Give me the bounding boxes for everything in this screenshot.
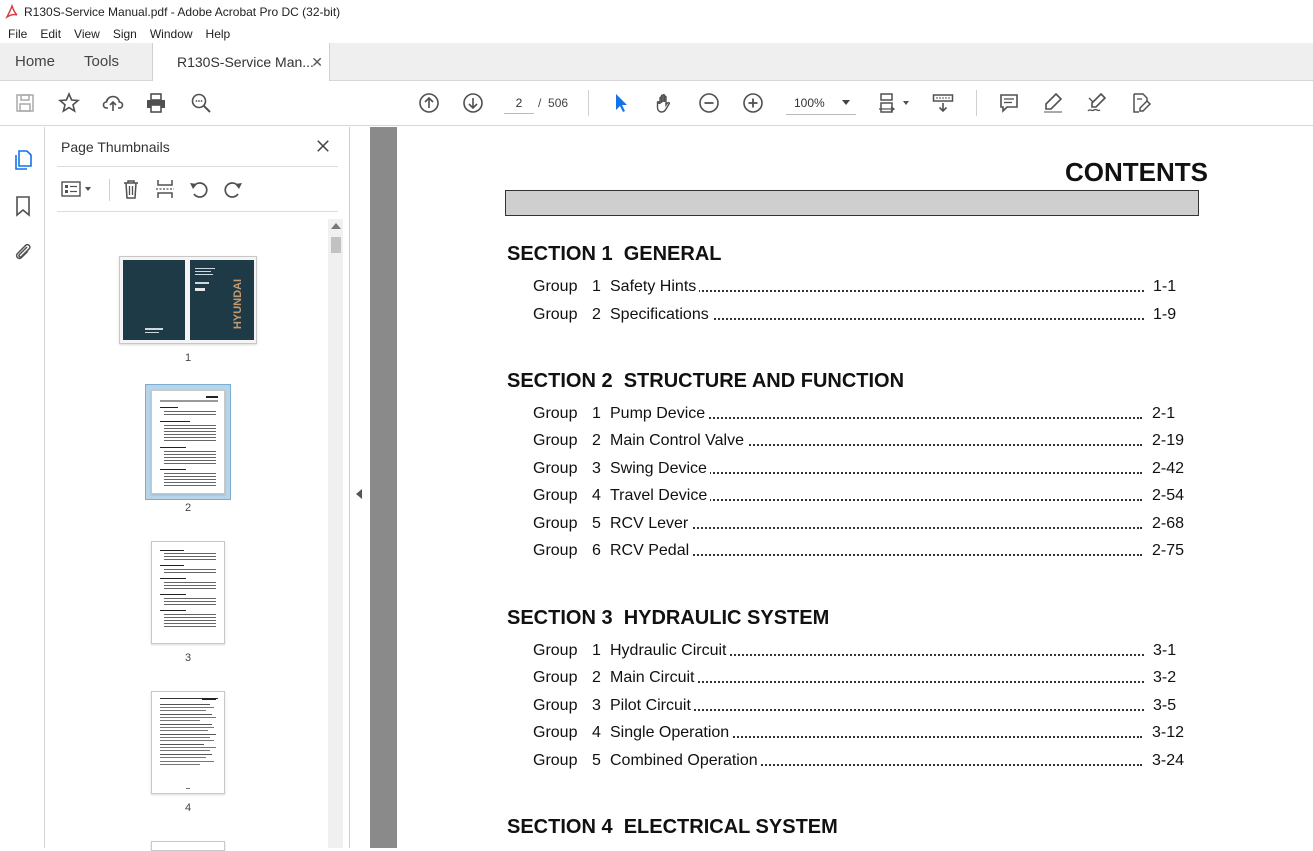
page-number-input[interactable] [504, 92, 534, 114]
title-bar [0, 0, 1313, 24]
acrobat-icon [4, 4, 20, 20]
thumbnail-label-3: 3 [184, 652, 192, 664]
highlight-icon[interactable] [1040, 90, 1066, 116]
menu-view[interactable]: View [74, 26, 100, 41]
toc-page: 2-54 [1149, 487, 1184, 505]
cover-back [123, 260, 185, 340]
toc-page: 3-24 [1149, 752, 1184, 770]
toc-row[interactable] [533, 487, 1193, 509]
toc-page: 3-2 [1150, 669, 1176, 687]
thumbnail-options-icon[interactable] [59, 177, 95, 201]
toc-title: Pump Device [610, 405, 708, 423]
section-1-heading: SECTION 1 GENERAL [507, 243, 722, 265]
toc-group-number: 5 [592, 752, 601, 769]
toc-group-label: Group [533, 697, 578, 714]
toc-group-number: 1 [592, 278, 601, 295]
toc-group-label: Group [533, 306, 578, 323]
zoom-value: 100% [794, 95, 825, 110]
toc-row[interactable] [533, 306, 1193, 328]
close-panel-icon[interactable] [313, 136, 333, 156]
cover-brand: HYUNDAI [232, 278, 244, 330]
upload-icon[interactable] [100, 90, 126, 116]
close-tab-icon[interactable]: ✕ [311, 54, 323, 70]
edit-pdf-icon[interactable] [1128, 90, 1154, 116]
toc-title: Safety Hints [610, 278, 699, 296]
toc-group-label: Group [533, 278, 578, 295]
heading-bar [505, 190, 1199, 216]
scrollbar-thumb[interactable] [331, 237, 341, 253]
toc-group-label: Group [533, 642, 578, 659]
toc-page: 1-1 [1150, 278, 1176, 296]
toc-group-label: Group [533, 432, 578, 449]
toc-title: Pilot Circuit [610, 697, 694, 715]
toc-group-label: Group [533, 542, 578, 559]
attachment-icon[interactable] [11, 240, 35, 264]
toc-group-label: Group [533, 405, 578, 422]
tab-home[interactable]: Home [15, 53, 56, 70]
toc-row[interactable] [533, 642, 1193, 664]
thumbnail-label-2: 2 [184, 502, 192, 514]
toc-title: RCV Pedal [610, 542, 692, 560]
toc-title: Main Control Valve [610, 432, 747, 450]
toc-group-label: Group [533, 669, 578, 686]
page-thumbnails-icon[interactable] [11, 148, 35, 172]
toc-title: Single Operation [610, 724, 732, 742]
toc-group-number: 1 [592, 405, 601, 422]
toc-group-label: Group [533, 460, 578, 477]
thumbnail-label-4: 4 [184, 802, 192, 814]
toc-title: Swing Device [610, 460, 710, 478]
toc-row[interactable] [533, 752, 1193, 774]
zoom-out-icon[interactable] [696, 90, 722, 116]
navigation-rail [0, 127, 45, 848]
tab-tools[interactable]: Tools [84, 53, 120, 70]
thumbnail-page-2[interactable] [151, 390, 225, 494]
page-count [538, 96, 568, 110]
menu-sign[interactable]: Sign [112, 26, 137, 41]
tab-document-label: R130S-Service Man... [177, 54, 314, 70]
main-toolbar [0, 81, 1313, 126]
toc-page: 2-1 [1149, 405, 1175, 423]
arrow-up-circle-icon[interactable] [416, 90, 442, 116]
total-pages: 506 [548, 96, 569, 110]
toc-row[interactable] [533, 515, 1193, 537]
toc-row[interactable] [533, 542, 1193, 564]
toc-title: Travel Device [610, 487, 710, 505]
pdf-page [397, 127, 1313, 848]
toc-page: 2-42 [1149, 460, 1184, 478]
toc-group-number: 4 [592, 487, 601, 504]
toc-group-label: Group [533, 515, 578, 532]
cover-front [190, 260, 254, 340]
hand-icon[interactable] [652, 90, 678, 116]
thumbnail-page-3[interactable] [151, 541, 225, 644]
toc-group-number: 1 [592, 642, 601, 659]
menu-help[interactable]: Help [205, 26, 231, 41]
toc-group-number: 2 [592, 432, 601, 449]
print-icon[interactable] [143, 90, 169, 116]
toc-group-number: 6 [592, 542, 601, 559]
scroll-mode-icon[interactable] [930, 90, 956, 116]
menu-bar [0, 24, 1313, 43]
toc-group-number: 2 [592, 669, 601, 686]
toc-row[interactable] [533, 460, 1193, 482]
toc-group-number: 3 [592, 460, 601, 477]
document-view[interactable] [370, 127, 1313, 848]
toc-title: Hydraulic Circuit [610, 642, 729, 660]
toc-page: 3-12 [1149, 724, 1184, 742]
rotate-left-icon[interactable] [187, 177, 211, 201]
toc-row[interactable] [533, 697, 1193, 719]
scroll-up-icon[interactable] [331, 223, 341, 229]
toc-group-number: 4 [592, 724, 601, 741]
panel-splitter[interactable] [350, 127, 370, 848]
collapse-panel-icon[interactable] [356, 489, 362, 499]
arrow-down-circle-icon[interactable] [460, 90, 486, 116]
menu-file[interactable]: File [8, 26, 28, 41]
toc-page: 2-19 [1149, 432, 1184, 450]
pointer-icon[interactable] [608, 90, 634, 116]
menu-edit[interactable]: Edit [40, 26, 62, 41]
thumbnail-label-1: 1 [184, 352, 192, 364]
toc-group-label: Group [533, 487, 578, 504]
section-4-heading: SECTION 4 ELECTRICAL SYSTEM [507, 816, 838, 838]
sign-icon[interactable] [1084, 90, 1110, 116]
section-2-heading: SECTION 2 STRUCTURE AND FUNCTION [507, 370, 905, 392]
chevron-down-icon [842, 100, 850, 105]
comment-icon[interactable] [996, 90, 1022, 116]
toc-group-number: 2 [592, 306, 601, 323]
star-icon[interactable] [56, 90, 82, 116]
tab-bar [0, 43, 1313, 81]
zoom-in-icon[interactable] [740, 90, 766, 116]
toc-page: 3-5 [1150, 697, 1176, 715]
toc-title: Main Circuit [610, 669, 697, 687]
toc-group-label: Group [533, 724, 578, 741]
zoom-select[interactable] [786, 91, 856, 115]
toc-row[interactable] [533, 432, 1193, 454]
menu-window[interactable]: Window [149, 26, 193, 41]
rotate-right-icon[interactable] [221, 177, 245, 201]
section-3-heading: SECTION 3 HYDRAULIC SYSTEM [507, 607, 830, 629]
bookmark-icon[interactable] [11, 194, 35, 218]
insert-page-icon[interactable] [153, 177, 177, 201]
tab-document[interactable] [152, 43, 330, 81]
thumbnail-page-1[interactable] [119, 256, 257, 344]
toc-group-number: 5 [592, 515, 601, 532]
thumbnails-scrollbar[interactable] [328, 219, 343, 848]
toc-row[interactable] [533, 724, 1193, 746]
toc-row[interactable] [533, 405, 1193, 427]
thumbnails-panel [45, 127, 350, 848]
window-title: R130S-Service Manual.pdf - Adobe Acrobat Pro DC (32-bit) [24, 5, 341, 19]
page-separator: / [538, 96, 542, 110]
toc-title: Combined Operation [610, 752, 761, 770]
toc-page: 2-75 [1149, 542, 1184, 560]
contents-heading: CONTENTS [1065, 157, 1208, 187]
fit-page-icon[interactable] [876, 90, 912, 116]
thumbnail-page-4[interactable] [151, 691, 225, 794]
toc-title: RCV Lever [610, 515, 691, 533]
toc-group-label: Group [533, 752, 578, 769]
toc-title: Specifications [610, 306, 712, 324]
panel-title: Page Thumbnails [61, 139, 170, 155]
save-icon[interactable] [12, 90, 38, 116]
thumbnail-page-5[interactable] [151, 841, 225, 851]
search-zoom-icon[interactable] [188, 90, 214, 116]
toc-group-number: 3 [592, 697, 601, 714]
toc-row[interactable] [533, 669, 1193, 691]
toc-page: 3-1 [1150, 642, 1176, 660]
toc-page: 1-9 [1150, 306, 1176, 324]
toc-row[interactable] [533, 278, 1193, 300]
toc-page: 2-68 [1149, 515, 1184, 533]
delete-page-icon[interactable] [119, 177, 143, 201]
